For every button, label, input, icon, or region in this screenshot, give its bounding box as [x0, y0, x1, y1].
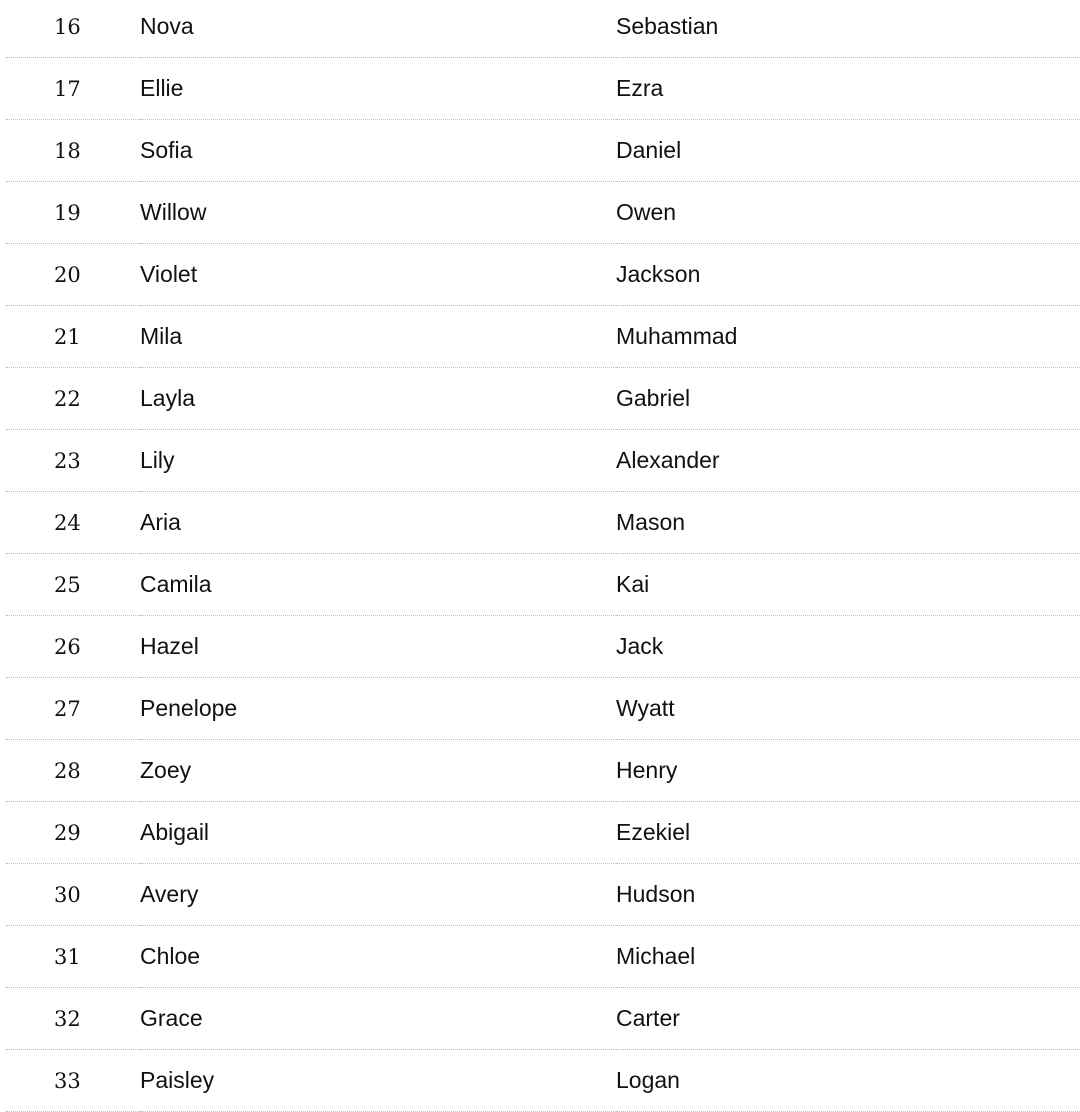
boy-name-cell: Henry: [616, 740, 1080, 802]
girl-name-cell: Paisley: [140, 1050, 616, 1112]
girl-name-cell: Mila: [140, 306, 616, 368]
girl-name-cell: Ellie: [140, 58, 616, 120]
rank-cell: 27: [6, 678, 140, 740]
rank-cell: 25: [6, 554, 140, 616]
table-row: [6, 430, 1080, 492]
rank-cell: 33: [6, 1050, 140, 1112]
table-row: [6, 616, 1080, 678]
table-row: [6, 678, 1080, 740]
boy-name-cell: Owen: [616, 182, 1080, 244]
rank-cell: 21: [6, 306, 140, 368]
girl-name-cell: Hazel: [140, 616, 616, 678]
table-row: [6, 0, 1080, 58]
boy-name-cell: Carter: [616, 988, 1080, 1050]
table-row: [6, 306, 1080, 368]
girl-name-cell: Abigail: [140, 802, 616, 864]
rank-cell: 20: [6, 244, 140, 306]
boy-name-cell: Daniel: [616, 120, 1080, 182]
girl-name-cell: Nova: [140, 0, 616, 58]
girl-name-cell: Zoey: [140, 740, 616, 802]
girl-name-cell: Camila: [140, 554, 616, 616]
boy-name-cell: Sebastian: [616, 0, 1080, 58]
table-row: [6, 864, 1080, 926]
boy-name-cell: Jackson: [616, 244, 1080, 306]
rank-cell: 23: [6, 430, 140, 492]
table-row: [6, 740, 1080, 802]
table-row: [6, 1050, 1080, 1112]
rank-cell: 18: [6, 120, 140, 182]
rank-cell: 31: [6, 926, 140, 988]
boy-name-cell: Logan: [616, 1050, 1080, 1112]
table-row: [6, 492, 1080, 554]
girl-name-cell: Violet: [140, 244, 616, 306]
rank-cell: 19: [6, 182, 140, 244]
table-row: [6, 368, 1080, 430]
rank-cell: 22: [6, 368, 140, 430]
boy-name-cell: Muhammad: [616, 306, 1080, 368]
table-row: [6, 554, 1080, 616]
boy-name-cell: Gabriel: [616, 368, 1080, 430]
table-row: [6, 244, 1080, 306]
boy-name-cell: Kai: [616, 554, 1080, 616]
table-row: [6, 988, 1080, 1050]
boy-name-cell: Alexander: [616, 430, 1080, 492]
rank-cell: 26: [6, 616, 140, 678]
table-row: [6, 120, 1080, 182]
rank-cell: 28: [6, 740, 140, 802]
girl-name-cell: Grace: [140, 988, 616, 1050]
table-row: [6, 802, 1080, 864]
table-row: [6, 182, 1080, 244]
rank-cell: 30: [6, 864, 140, 926]
boy-name-cell: Jack: [616, 616, 1080, 678]
rank-cell: 16: [6, 0, 140, 58]
girl-name-cell: Aria: [140, 492, 616, 554]
girl-name-cell: Layla: [140, 368, 616, 430]
boy-name-cell: Wyatt: [616, 678, 1080, 740]
rank-cell: 17: [6, 58, 140, 120]
boy-name-cell: Hudson: [616, 864, 1080, 926]
girl-name-cell: Willow: [140, 182, 616, 244]
boy-name-cell: Ezekiel: [616, 802, 1080, 864]
rank-cell: 32: [6, 988, 140, 1050]
boy-name-cell: Mason: [616, 492, 1080, 554]
girl-name-cell: Penelope: [140, 678, 616, 740]
boy-name-cell: Michael: [616, 926, 1080, 988]
rank-cell: 24: [6, 492, 140, 554]
rank-cell: 29: [6, 802, 140, 864]
girl-name-cell: Avery: [140, 864, 616, 926]
names-table-body: [6, 0, 1080, 1112]
boy-name-cell: Ezra: [616, 58, 1080, 120]
girl-name-cell: Chloe: [140, 926, 616, 988]
girl-name-cell: Sofia: [140, 120, 616, 182]
girl-name-cell: Lily: [140, 430, 616, 492]
names-table: [6, 0, 1080, 1112]
table-row: [6, 58, 1080, 120]
table-row: [6, 926, 1080, 988]
